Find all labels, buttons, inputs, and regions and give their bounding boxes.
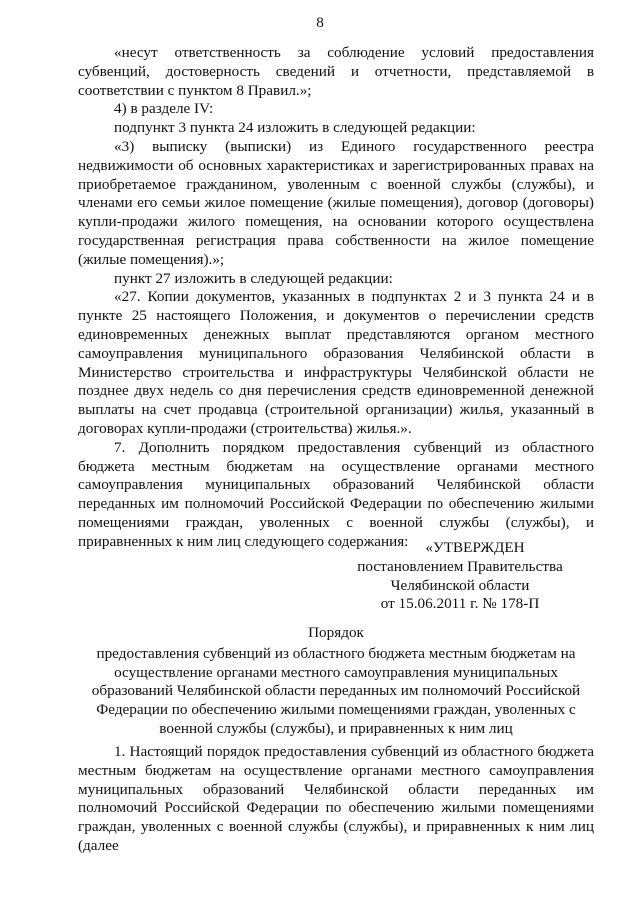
paragraph-subitem-3-text: «3) выписку (выписки) из Единого государственного реестра недвижимости об основных характеристиках и зарегистрированных правах на приобретаемое гражданином, уволенным с военной службы (службы), и членами его семьи жилое помещение (жилые помещения), договор (договоры) купли-продажи жилого помещения, на основании которого осуществлена государственная регистрация права собственности на жилое помещение (жилые помещения).»; xyxy=(78,137,594,268)
approval-line-1: постановлением Правительства xyxy=(357,557,563,575)
paragraph-item-7: 7. Дополнить порядком предоставления субвенций из областного бюджета местным бюджетам на осуществление органами местного самоуправления муниципальных образований Челябинской области переданных им полномочий Российской Федерации по обеспечению жилыми помещениями граждан, уволенных с военной службы (службы), и приравненных к ним лиц следующего содержания: xyxy=(78,438,594,550)
approval-stamp-block xyxy=(340,539,580,614)
order-subtitle-line: предоставления субвенций из областного бюджета местным бюджетам на xyxy=(96,644,576,662)
paragraph-item-4: 4) в разделе IV: xyxy=(114,100,214,118)
order-subtitle-line: осуществление органами местного самоуправления муниципальных xyxy=(114,663,558,681)
paragraph-item-27-text: «27. Копии документов, указанных в подпунктах 2 и 3 пункта 24 и в пункте 25 настоящего Положения, и документов о перечислении средств единовременных денежных выплат представляются органом местного самоуправления муниципального образования Челябинской области в Министерство строительства и инфраструктуры Челябинской области не позднее двух недель со дня перечисления средств единовременной денежной выплаты на счет продавца (строительной организации) жилья, указанный в договорах купли-продажи (строительства) жилья.». xyxy=(78,288,594,437)
paragraph-subitem-3-intro: подпункт 3 пункта 24 изложить в следующей редакции: xyxy=(114,119,476,137)
paragraph-responsibility: «несут ответственность за соблюдение условий предоставления субвенций, достоверность сведений и отчетности, представляемой в соответствии с пунктом 8 Правил.»; xyxy=(78,44,594,99)
order-subtitle-line: военной службы (службы), и приравненных к ним лиц xyxy=(159,719,513,737)
order-body xyxy=(78,743,594,856)
paragraph-order-1: 1. Настоящий порядок предоставления субвенций из областного бюджета местным бюджетам на осуществление органами местного самоуправления муниципальных образований Челябинской области переданных им полномочий Российской Федерации по обеспечению жилыми помещениями граждан, уволенных с военной службы (службы), и приравненных к ним лиц (далее xyxy=(78,743,594,854)
approval-line-3: от 15.06.2011 г. № 178-П xyxy=(380,595,540,613)
paragraph-item-27-intro: пункт 27 изложить в следующей редакции: xyxy=(114,269,393,287)
order-title: Порядок xyxy=(308,624,364,641)
amendment-text xyxy=(78,44,594,552)
approval-line-2: Челябинской области xyxy=(390,576,530,594)
page-number: 8 xyxy=(316,14,324,31)
order-heading xyxy=(78,624,594,739)
order-subtitle-line: образований Челябинской области переданных им полномочий Российской xyxy=(91,682,581,700)
order-subtitle-line: Федерации по обеспечению жилыми помещениями граждан, уволенных с xyxy=(96,701,576,719)
approval-title: «УТВЕРЖДЕН xyxy=(425,539,525,556)
